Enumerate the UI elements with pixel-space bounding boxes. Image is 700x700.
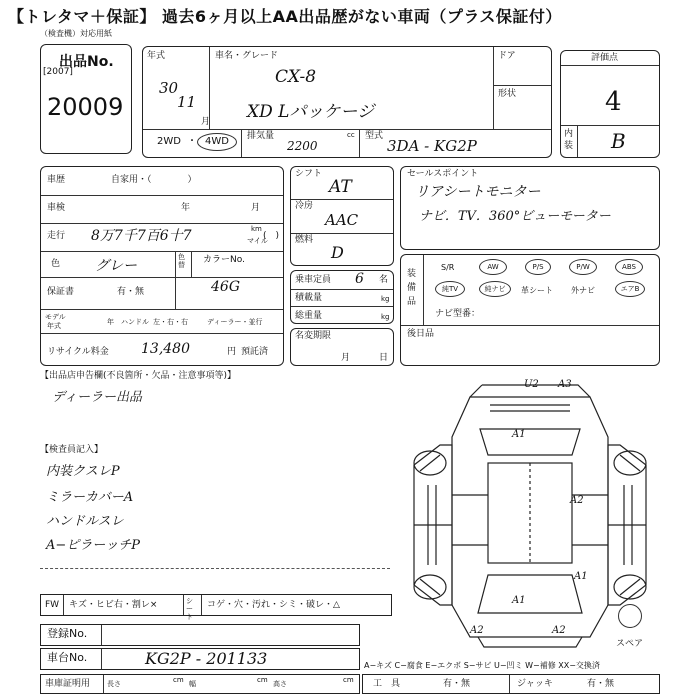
seller-notes-text: ディーラー出品	[52, 390, 142, 405]
interior-score: B	[611, 129, 626, 153]
model-row-handle-options: 左・右・右	[153, 318, 188, 326]
color-label: 色	[51, 259, 61, 269]
inspector-note-4: A−ピラーッチP	[46, 538, 141, 553]
history-options: 自家用・（ ）	[111, 175, 197, 185]
history-label: 車歴	[47, 175, 66, 185]
name-change-day: 日	[379, 353, 389, 363]
tools-jack-row	[362, 674, 660, 694]
inspector-note-3: ハンドルスレ	[46, 514, 124, 529]
damage-mark-a1-front: A1	[512, 429, 526, 440]
equip-pw-circle	[569, 259, 597, 275]
equip-aw-circle	[479, 259, 507, 275]
model-row-label1: モデル	[45, 313, 66, 321]
lot-label: 出品No.	[59, 54, 114, 70]
drive-4wd: 4WD	[205, 136, 229, 147]
damage-mark-a2-right: A2	[570, 495, 584, 506]
equip-navi-circle	[479, 281, 511, 297]
damage-mark-a1-rear: A1	[512, 595, 526, 606]
lot-year-stamp: [2007]	[43, 67, 73, 77]
equip-ext-navi: 外ナビ	[571, 286, 595, 295]
registration-row	[40, 624, 360, 646]
fuel-value: D	[331, 243, 344, 262]
sheet-items: コゲ・穴・汚れ・シミ・破レ・△	[207, 600, 340, 610]
gross-unit: kg	[381, 313, 390, 321]
model-code-value: 3DA - KG2P	[387, 137, 477, 155]
model-year-label: 年式	[147, 51, 166, 61]
model-row-year: 年	[107, 318, 114, 326]
car-name-label: 車名・グレード	[215, 51, 279, 61]
load-unit: kg	[381, 295, 390, 303]
sales-points-label: セールスポイント	[407, 169, 479, 179]
capacity-label: 乗車定員	[295, 275, 332, 285]
equip-aw: AW	[487, 263, 499, 271]
drive-2wd: 2WD	[157, 136, 181, 147]
spare-tire-icon	[618, 604, 642, 628]
equip-airbag: エアB	[620, 285, 640, 293]
sales-points-line1: リアシートモニター	[415, 184, 541, 200]
shift-value: AT	[329, 177, 352, 197]
recycle-deposit: 預託済	[241, 347, 269, 357]
damage-mark-a2-rear-left: A2	[470, 625, 484, 636]
damage-mark-a3: A3	[558, 379, 572, 390]
color-code-value: 46G	[211, 279, 240, 295]
mileage-unit-mile: マイル	[247, 237, 268, 245]
inspection-label: 車検	[47, 203, 66, 213]
warranty-options: 有・無	[117, 287, 145, 297]
sales-points-line2: ナビ．TV．360°ビューモーター	[419, 209, 611, 224]
displacement-value: 2200	[287, 139, 318, 153]
chassis-value: KG2P - 201133	[145, 649, 268, 668]
damage-mark-u2: U2	[524, 379, 539, 390]
capacity-box	[290, 270, 394, 324]
inspection-month: 月	[251, 203, 261, 213]
fuel-label: 燃料	[295, 235, 314, 245]
equipment-label-1: 装	[407, 269, 417, 279]
gross-label: 総重量	[295, 311, 323, 321]
interior-label-1: 内	[564, 129, 574, 139]
registration-label: 登録No.	[47, 627, 88, 640]
capacity-unit: 名	[379, 275, 389, 285]
name-change-box	[290, 328, 394, 366]
mileage-paren: ( )	[263, 231, 280, 241]
chassis-row	[40, 648, 360, 670]
details-box	[40, 166, 284, 366]
tools-label: 工 具	[373, 679, 401, 689]
equip-navi: 純ナビ	[484, 285, 506, 293]
name-change-label: 名変期限	[295, 331, 332, 341]
cert-width: 幅	[189, 680, 196, 688]
aircon-value: AAC	[325, 211, 359, 229]
car-name-value: CX-8	[275, 67, 317, 87]
header-subtitle: （検査機）対応用紙	[40, 29, 112, 38]
jack-options: 有・無	[587, 679, 615, 689]
mileage-label: 走行	[47, 231, 66, 241]
equip-ps: P/S	[532, 263, 544, 271]
rating-label: 評価点	[591, 53, 619, 63]
model-row-dealer: ディーラー・並行	[207, 318, 263, 326]
equip-ps-circle	[525, 259, 551, 275]
cert-length: 長さ	[107, 680, 121, 688]
shift-label: シフト	[295, 169, 323, 179]
equip-airbag-circle	[615, 281, 645, 297]
shift-box	[290, 166, 394, 266]
equip-leather: 革シート	[521, 286, 553, 295]
rating-box	[560, 50, 660, 158]
equip-abs: ABS	[622, 263, 636, 271]
header-title: 【トレタマ＋保証】 過去6ヶ月以上AA出品歴がない車両（プラス保証付）	[8, 7, 562, 26]
equipment-box	[400, 254, 660, 366]
notes-divider	[40, 568, 390, 569]
capacity-value: 6	[355, 271, 364, 287]
lot-number: 20009	[47, 93, 124, 121]
model-year-era: 30	[159, 79, 179, 97]
door-label: ドア	[498, 51, 516, 61]
damage-legend: A−キズ C−腐食 E−エクボ S−サビ U−凹ミ W−補修 XX−交換済	[364, 661, 600, 670]
model-code-label: 型式	[365, 131, 384, 141]
color-code-label: カラーNo.	[203, 255, 245, 265]
model-year-month: 11	[177, 93, 197, 111]
inspection-year: 年	[181, 203, 191, 213]
model-year-month-suffix: 月	[201, 117, 211, 127]
displacement-label: 排気量	[247, 131, 275, 141]
fw-sheet-row	[40, 594, 392, 621]
mileage-unit-km: km	[251, 225, 262, 233]
shape-label: 形状	[498, 89, 517, 99]
model-row-label2: 年式	[47, 322, 61, 330]
drive-dot: ・	[187, 136, 197, 147]
fw-label: FW	[45, 600, 60, 610]
recycle-value: 13,480	[141, 341, 190, 357]
inspector-note-1: 内装クスレP	[46, 464, 120, 479]
displacement-unit: cc	[347, 131, 355, 139]
equip-abs-circle	[615, 259, 643, 275]
cert-length-unit: cm	[173, 676, 184, 684]
car-grade-value: XD Lパッケージ	[247, 102, 375, 122]
aircon-label: 冷房	[295, 201, 314, 211]
inspector-notes-label: 【検査員記入】	[40, 445, 104, 455]
load-label: 積載量	[295, 293, 323, 303]
garage-cert-row	[40, 674, 360, 694]
equip-tv: 純TV	[441, 285, 459, 293]
model-row-handle-label: ハンドル	[121, 318, 149, 326]
chassis-label: 車台No.	[47, 651, 88, 664]
fw-items: キズ・ヒビ右・割レ×	[69, 600, 158, 610]
rating-score: 4	[605, 87, 622, 117]
equip-posterior-label: 後日品	[407, 329, 435, 339]
interior-label-2: 装	[564, 141, 574, 151]
color-value: グレー	[95, 258, 137, 274]
equip-navi-model-label: ナビ型番：	[435, 309, 481, 319]
spare-label: スペア	[616, 639, 644, 649]
cert-label: 車庫証明用	[45, 679, 91, 689]
damage-mark-a1-side: A1	[574, 571, 588, 582]
inspector-note-2: ミラーカバーA	[46, 490, 134, 505]
tools-options: 有・無	[443, 679, 471, 689]
recycle-label: リサイクル料金	[47, 347, 109, 357]
damage-mark-a2-rear-right: A2	[552, 625, 566, 636]
jack-label: ジャッキ	[517, 679, 553, 689]
vehicle-info-box	[142, 46, 552, 158]
cert-height: 高さ	[273, 680, 287, 688]
drive-4wd-circled	[197, 133, 237, 151]
color-paint-label: 色替	[178, 253, 185, 269]
warranty-label: 保証書	[47, 287, 75, 297]
cert-height-unit: cm	[343, 676, 354, 684]
equip-tv-circle	[435, 281, 465, 297]
sheet-label: シート	[186, 597, 193, 621]
equipment-label-2: 備	[407, 283, 417, 293]
recycle-unit: 円	[227, 347, 237, 357]
mileage-value: 8万7千7百6十7	[91, 228, 192, 244]
equip-pw: P/W	[576, 263, 590, 271]
sales-points-box	[400, 166, 660, 250]
name-change-month: 月	[341, 353, 351, 363]
cert-width-unit: cm	[257, 676, 268, 684]
equip-sr: S/R	[441, 263, 455, 272]
lot-box	[40, 44, 132, 154]
equipment-label-3: 品	[407, 297, 417, 307]
seller-notes-label: 【出品店申告欄(不良箇所・欠品・注意事項等)】	[40, 371, 237, 381]
